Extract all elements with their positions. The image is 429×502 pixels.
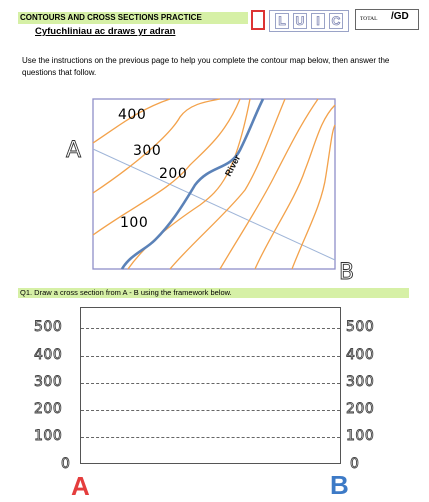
luic-letter: L: [275, 13, 289, 29]
contour-map: [60, 95, 370, 285]
rating-box: [251, 10, 265, 30]
contour-label-400: 400: [118, 107, 147, 123]
right-label-0: 0: [350, 456, 360, 472]
page-subtitle: Cyfuchliniau ac draws yr adran: [35, 26, 176, 37]
contour-50b: [255, 105, 335, 269]
gridline-400: [81, 356, 340, 357]
left-label-500: 500: [34, 319, 63, 335]
cross-section-end-label: B: [330, 470, 349, 500]
left-label-200: 200: [34, 401, 63, 417]
total-label: TOTAL: [360, 16, 378, 22]
right-label-400: 400: [346, 347, 375, 363]
gridline-200: [81, 410, 340, 411]
left-label-400: 400: [34, 347, 63, 363]
point-b-label: B: [339, 260, 355, 285]
contour-50a: [220, 99, 318, 269]
contour-100a: [128, 99, 250, 269]
luic-badge: [269, 10, 349, 32]
luic-letter: U: [293, 13, 307, 29]
gridline-100: [81, 437, 340, 438]
left-label-300: 300: [34, 374, 63, 390]
gridline-500: [81, 328, 340, 329]
left-label-0: 0: [61, 456, 71, 472]
question-1: Q1. Draw a cross section from A - B using the framework below.: [20, 288, 232, 297]
total-suffix: /GD: [391, 11, 409, 22]
contour-label-100: 100: [120, 215, 149, 231]
left-label-100: 100: [34, 428, 63, 444]
contour-label-200: 200: [159, 166, 188, 182]
river-label: River: [222, 153, 243, 178]
cross-section-line: [93, 149, 335, 260]
cross-section-start-label: A: [71, 471, 90, 501]
cross-section-frame: [80, 307, 341, 464]
luic-letter: C: [329, 13, 343, 29]
instructions-text: Use the instructions on the previous page to help you complete the contour map below, then answer the questions that follow.: [22, 56, 390, 77]
river: [122, 99, 263, 269]
right-label-100: 100: [346, 428, 375, 444]
right-label-200: 200: [346, 401, 375, 417]
point-a-label: A: [66, 138, 82, 163]
page-title: CONTOURS AND CROSS SECTIONS PRACTICE: [20, 13, 202, 22]
contour-label-300: 300: [133, 143, 162, 159]
right-label-300: 300: [346, 374, 375, 390]
right-label-500: 500: [346, 319, 375, 335]
gridline-300: [81, 383, 340, 384]
luic-letter: I: [311, 13, 325, 29]
